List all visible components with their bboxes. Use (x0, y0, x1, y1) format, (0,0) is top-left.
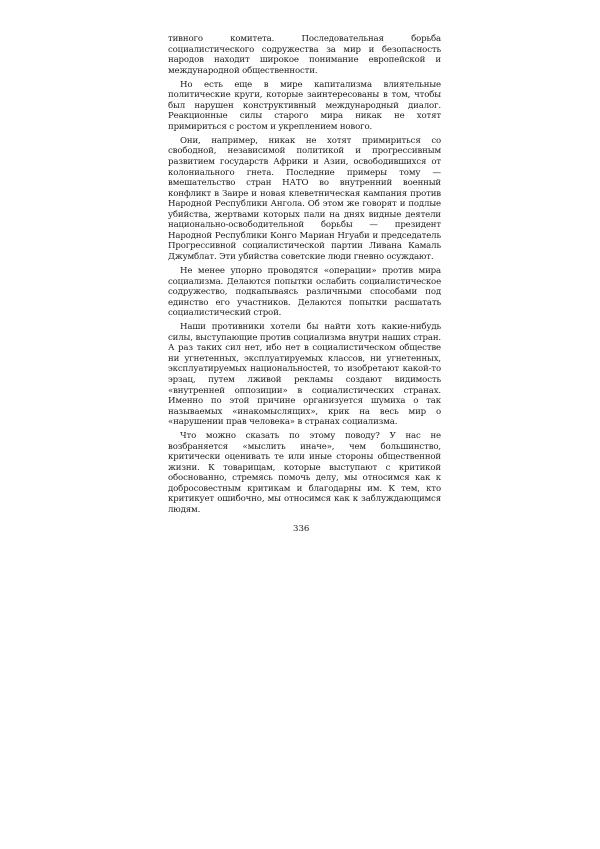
paragraph-3: Они, например, никак не хотят примириться со свободной, независимой политикой и прогрессивным развитием государств Африки и Азии, освободившихся от колониального гнета. Последние примеры тому — вмешательство стран НАТО во внутренний военный конфликт в Заире и новая клеветническая кампания против Народной Республики Ангола. Об этом же говорят и подлые убийства, жертвами которых пали на днях видные деятели национально-освободительной борьбы — президент Народной Республики Конго Мариан Нгуаби и председатель Прогрессивной социалистической партии Ливана Камаль Джумблат. Эти убийства советские люди гневно осуждают. (168, 135, 441, 262)
paragraph-1: тивного комитета. Последовательная борьба социалистического содружества за мир и безопасность народов находит широкое понимание европейской и международной общественности. (168, 34, 441, 76)
paragraph-5: Наши противники хотели бы найти хоть какие-нибудь силы, выступающие против социализма внутри наших стран. А раз таких сил нет, ибо нет в социалистическом обществе ни угнетенных, эксплуатируемых классов, ни угнетенных, эксплуатируемых национальностей, то изобретают какой-то эрзац, путем лживой рекламы создают видимость «внутренней оппозиции» в социалистических странах. Именно по этой причине организуется шумиха о так называемых «инакомыслящих», крик на весь мир о «нарушении прав человека» в странах социализма. (168, 322, 441, 428)
paragraph-2: Но есть еще в мире капитализма влиятельные политические круги, которые заинтересованы в том, чтобы был нарушен конструктивный международный диалог. Реакционные силы старого мира никак не хотят примириться с ростом и укреплением нового. (168, 79, 441, 132)
paragraph-4: Не менее упорно проводятся «операции» против мира социализма. Делаются попытки ослабить социалистическое содружество, подкапываясь различными способами под единство его участников. Делаются попытки расшатать социалистический строй. (168, 265, 441, 319)
paragraph-6: Что можно сказать по этому поводу? У нас не возбраняется «мыслить иначе», чем большинство, критически оценивать те или иные стороны общественной жизни. К товарищам, которые выступают с критикой обоснованно, стремясь помочь делу, мы относимся как к добросовестным критикам и благодарны им. К тем, кто критикует ошибочно, мы относимся как к заблуждающимся людям. (168, 431, 441, 516)
body-text (168, 34, 441, 519)
page-number: 336 (293, 524, 310, 534)
